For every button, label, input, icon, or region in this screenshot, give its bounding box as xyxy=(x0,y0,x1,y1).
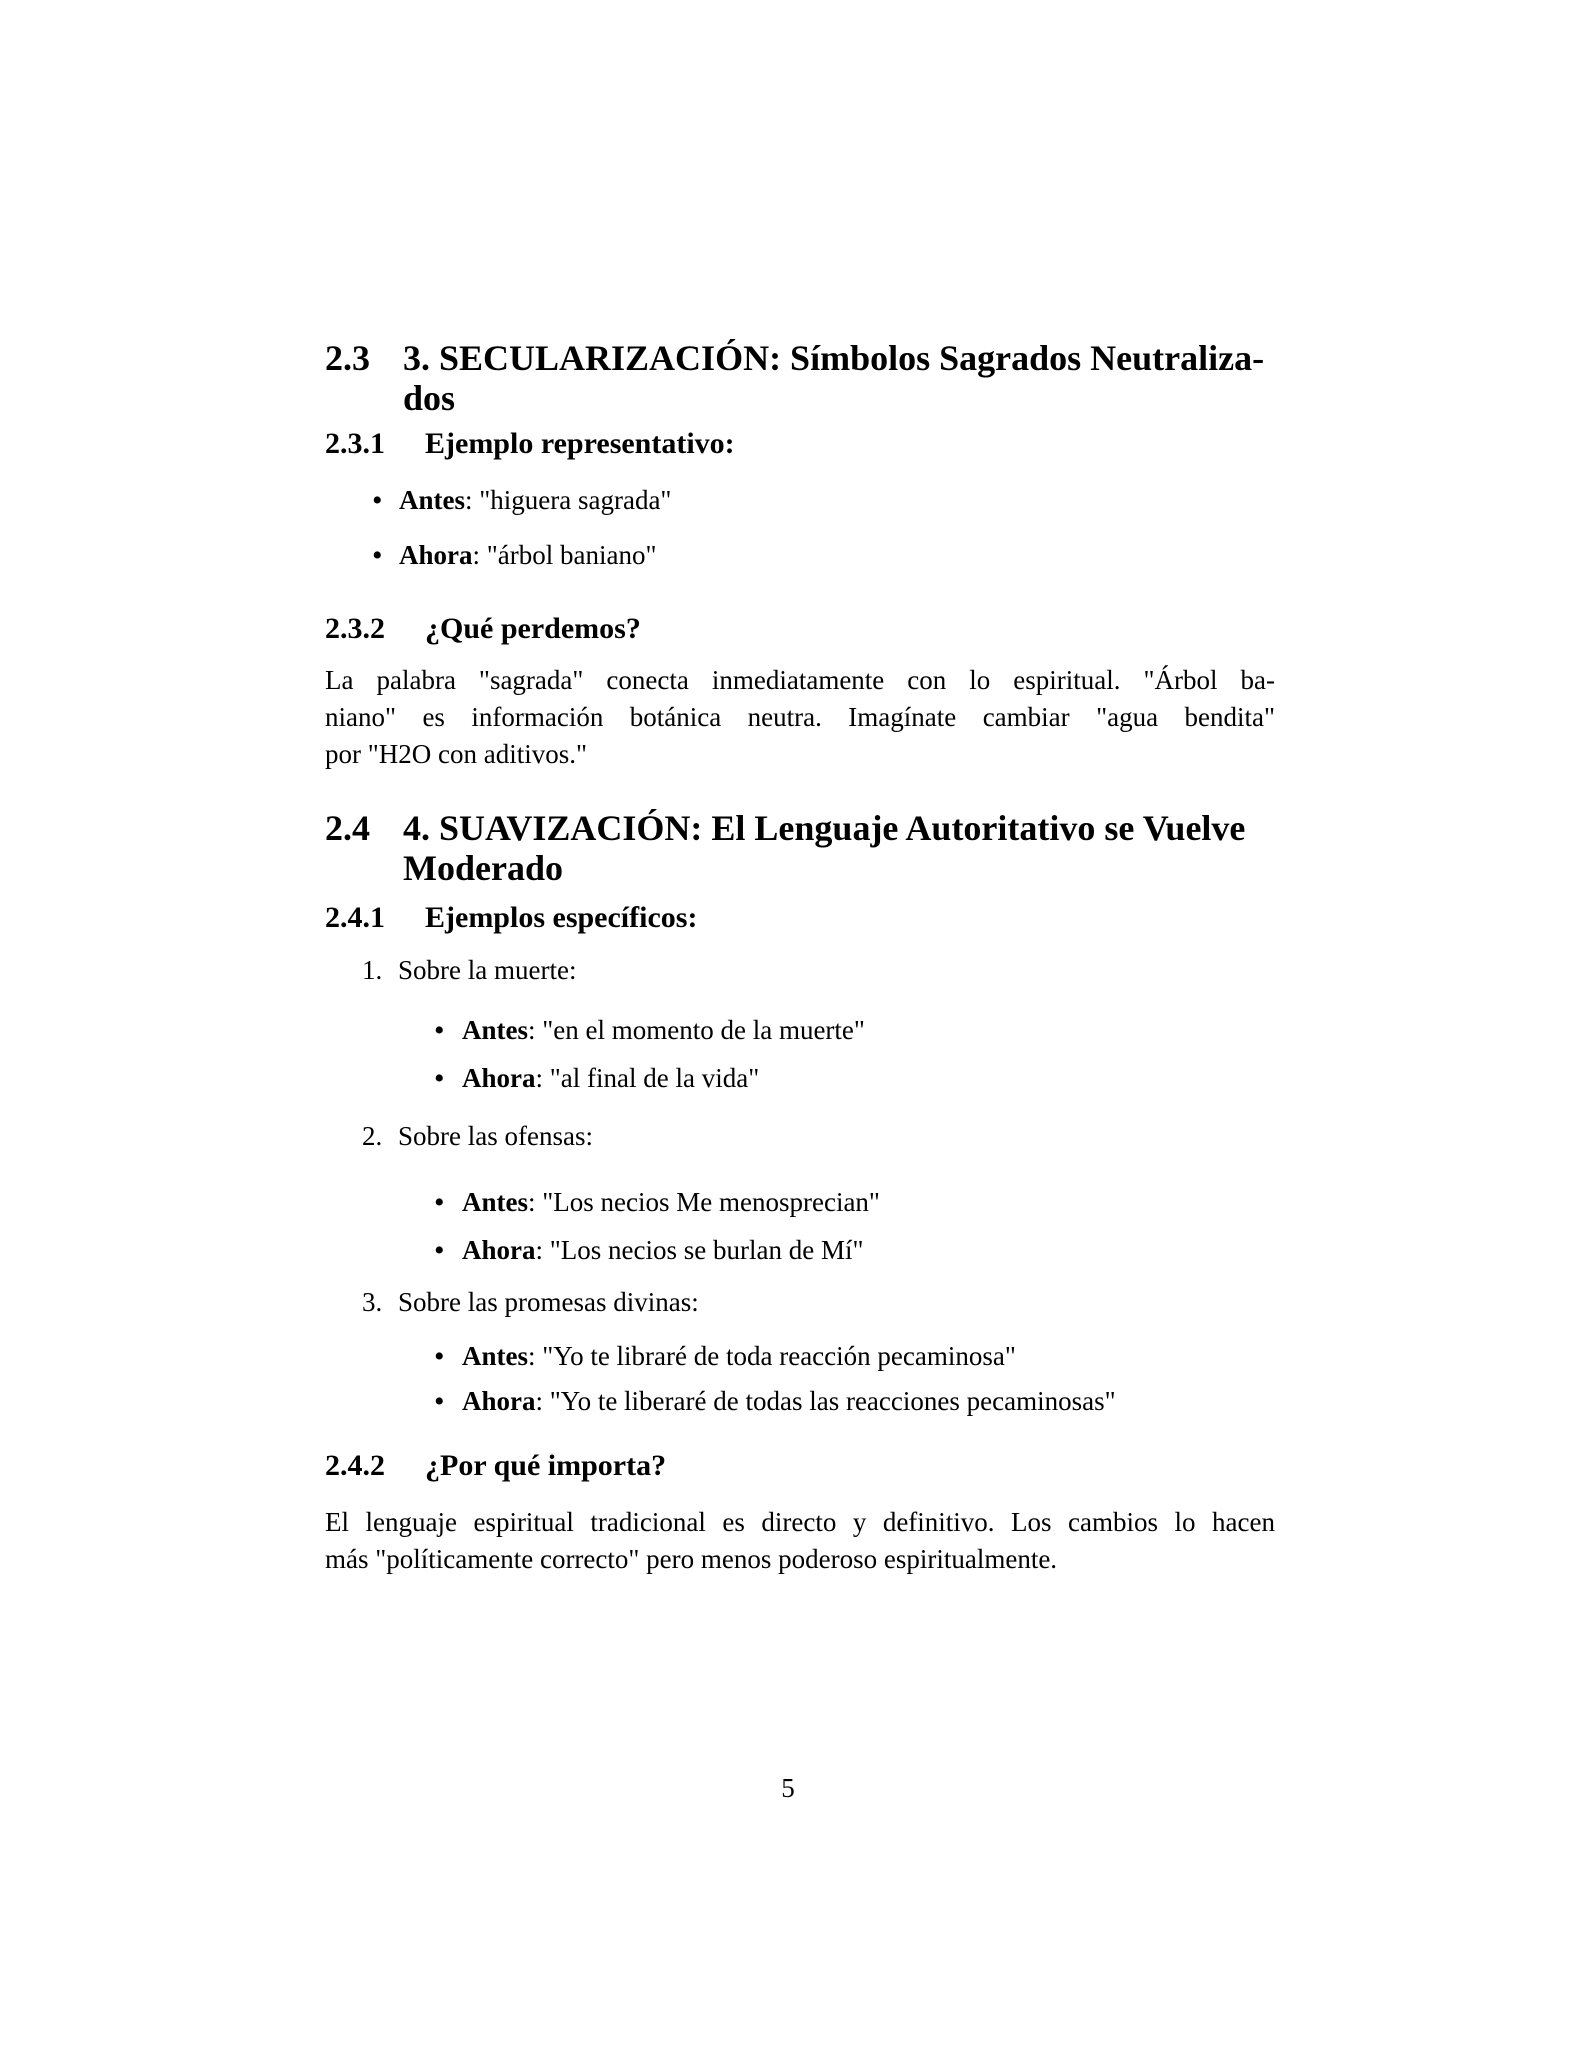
item-text: Sobre la muerte: xyxy=(398,955,577,985)
subsection-title: Ejemplo representativo: xyxy=(425,427,735,460)
list-item-antes xyxy=(325,1338,1016,1375)
item-text: : "Los necios Me menosprecian" xyxy=(528,1187,880,1217)
item-text: : "Yo te libraré de toda reacción pecaminosa" xyxy=(528,1341,1016,1371)
bullet-icon: • xyxy=(434,1062,445,1095)
bullet-icon: • xyxy=(434,1014,445,1047)
list-item-ahora xyxy=(325,1060,759,1097)
item-number: 1. xyxy=(362,955,383,985)
list-item-ahora xyxy=(325,537,657,574)
item-label: Antes xyxy=(399,485,465,515)
paragraph-line: La palabra "sagrada" conecta inmediatamente con lo espiritual. "Árbol ba- xyxy=(325,665,1275,695)
subsection-number: 2.3.2 xyxy=(325,612,385,645)
subsection-heading-ejemplos-especificos xyxy=(325,899,697,937)
bullet-icon: • xyxy=(434,1340,445,1373)
numbered-item-muerte xyxy=(325,952,576,989)
section-number: 2.4 xyxy=(325,808,370,848)
subsection-heading-que-perdemos xyxy=(325,610,641,648)
subsection-number: 2.4.2 xyxy=(325,1449,385,1482)
section-heading-line2: dos xyxy=(403,378,456,418)
bullet-icon: • xyxy=(372,484,383,517)
paragraph-que-perdemos xyxy=(325,662,1275,773)
list-item-antes xyxy=(325,1012,865,1049)
section-heading-line1 xyxy=(325,808,1335,848)
page-number: 5 xyxy=(781,1773,795,1803)
paragraph-line: El lenguaje espiritual tradicional es directo y definitivo. Los cambios lo hacen xyxy=(325,1507,1275,1537)
section-heading-line1 xyxy=(325,338,1335,378)
section-heading-suavizacion xyxy=(325,808,1335,888)
item-label: Ahora xyxy=(399,540,473,570)
numbered-item-promesas xyxy=(325,1284,699,1321)
list-item-ahora xyxy=(325,1232,863,1269)
item-text: Sobre las ofensas: xyxy=(398,1121,593,1151)
item-text: : "al final de la vida" xyxy=(535,1063,760,1093)
subsection-number: 2.3.1 xyxy=(325,427,385,460)
item-text: : "en el momento de la muerte" xyxy=(528,1015,865,1045)
section-title: 3. SECULARIZACIÓN: Símbolos Sagrados Neutraliza- xyxy=(403,338,1265,378)
subsection-heading-ejemplo-representativo xyxy=(325,425,735,463)
item-text: : "Yo te liberaré de todas las reacciones pecaminosas" xyxy=(535,1386,1116,1416)
section-title: 4. SUAVIZACIÓN: El Lenguaje Autoritativo se Vuelve xyxy=(403,808,1246,848)
subsection-title: ¿Por qué importa? xyxy=(425,1449,667,1482)
item-number: 2. xyxy=(362,1121,383,1151)
paragraph-por-que-importa xyxy=(325,1504,1275,1578)
section-heading-line2: Moderado xyxy=(403,848,563,888)
paragraph-line: por "H2O con aditivos." xyxy=(325,739,588,769)
item-label: Antes xyxy=(462,1187,528,1217)
bullet-icon: • xyxy=(434,1385,445,1418)
numbered-item-ofensas xyxy=(325,1118,593,1155)
item-text: : "Los necios se burlan de Mí" xyxy=(535,1235,864,1265)
paragraph-line: más "políticamente correcto" pero menos poderoso espiritualmente. xyxy=(325,1544,1058,1574)
paragraph-line: niano" es información botánica neutra. Imagínate cambiar "agua bendita" xyxy=(325,702,1275,732)
item-text: : "higuera sagrada" xyxy=(465,485,672,515)
section-heading-secularizacion xyxy=(325,338,1335,418)
item-text: : "árbol baniano" xyxy=(472,540,657,570)
bullet-icon: • xyxy=(434,1234,445,1267)
item-text: Sobre las promesas divinas: xyxy=(398,1287,699,1317)
subsection-title: Ejemplos específicos: xyxy=(425,901,698,934)
item-label: Ahora xyxy=(462,1386,536,1416)
list-item-antes xyxy=(325,482,671,519)
list-item-ahora xyxy=(325,1383,1116,1420)
bullet-icon: • xyxy=(372,539,383,572)
item-number: 3. xyxy=(362,1287,383,1317)
subsection-number: 2.4.1 xyxy=(325,901,385,934)
item-label: Ahora xyxy=(462,1235,536,1265)
item-label: Antes xyxy=(462,1341,528,1371)
item-label: Antes xyxy=(462,1015,528,1045)
section-number: 2.3 xyxy=(325,338,370,378)
subsection-heading-por-que-importa xyxy=(325,1447,666,1485)
subsection-title: ¿Qué perdemos? xyxy=(425,612,641,645)
item-label: Ahora xyxy=(462,1063,536,1093)
list-item-antes xyxy=(325,1184,880,1221)
bullet-icon: • xyxy=(434,1186,445,1219)
